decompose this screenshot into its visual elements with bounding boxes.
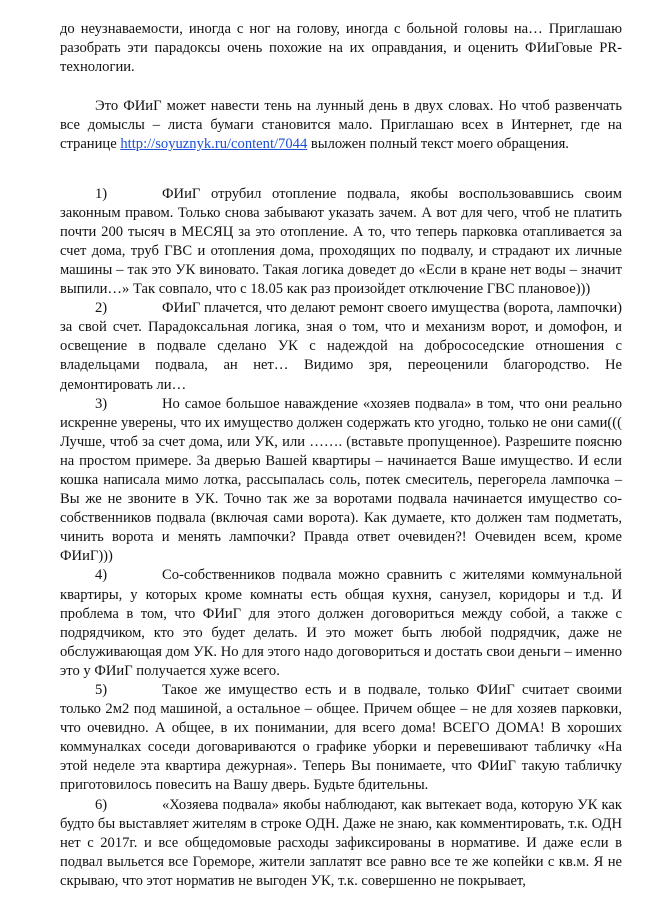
document-page <box>60 20 622 891</box>
paragraph-invitation <box>60 97 622 154</box>
list-item-2 <box>60 299 622 394</box>
list-item-6 <box>60 796 622 891</box>
list-item-4 <box>60 566 622 681</box>
spacer <box>60 77 622 97</box>
spacer <box>60 155 622 185</box>
list-item-1 <box>60 185 622 300</box>
list-item-number: 3) <box>95 395 108 412</box>
paragraph-invitation-tail: выложен полный текст моего обращения. <box>307 136 569 153</box>
list-item-number: 5) <box>95 682 108 698</box>
list-item-text: ФИиГ отрубил отопление подвала, якобы воспользовавшись своим законным правом. Только снова забывают указать зачем. А вот для чего, чтоб не платить почти 200 тысяч в МЕСЯЦ за это отопление. А то, что теперь парковка отапливается за счет дома, труб ГВС и отопления дома, проходящих по подвалу, и страдают их личные машины – так это УК виновато. Такая логика доведет до «Если в кране нет воды – значит выпили…» Так совпало, что с 18.05 как раз произойдет отключение ГВС плановое))) <box>60 185 622 298</box>
list-item-text: «Хозяева подвала» якобы наблюдают, как вытекает вода, которую УК как будто бы выставляет жителям в строке ОДН. Даже не знаю, как комментировать, т.к. ОДН нет с 2017г. и все общедомовые расходы зафиксированы в нормативе. И даже если в подвал выльется все Гореморе, жители заплатят все равно все те же копейки с кв.м. Я не скрываю, что этот норматив не выгоден УК, т.к. совершенно не покрывает, <box>60 796 622 889</box>
list-item-number: 6) <box>95 796 108 813</box>
paragraph-intro: до неузнаваемости, иногда с ног на голову, иногда с больной головы на… Приглашаю разобрать эти парадоксы очень похожие на их оправдания, и оценить ФИиГовые PR-технологии. <box>60 21 622 76</box>
list-item-text: Но самое большое наваждение «хозяев подвала» в том, что они реально искренне уверены, что их имущество должен содержать кто угодно, только не они сами((( Лучше, чтоб за счет дома, или УК, или ……. (вставьте пропущенное). Разрешите поясню на простом примере. За дверью Вашей квартиры – начинается Ваше имущество. И если кошка написала мимо лотка, рассыпалась соль, потек смеситель, перегорела лампочка – Вы же не звоните в УК. Точно так же за воротами подвала начинается имущество со-собственников подвала (включая сами ворота). Как думаете, кто должен там подметать, чинить ворота и менять лампочки? Правда ответ очевиден?! Очевиден всем, кроме ФИиГ))) <box>60 395 622 565</box>
paragraph-invitation-text: Это ФИиГ может навести тень на лунный день в двух словах. Но чтоб развенчать все домыслы – листа бумаги становится мало. Приглашаю всех в Интернет, где на странице <box>60 98 622 153</box>
list-item-number: 2) <box>95 300 108 317</box>
list-item-5 <box>60 681 622 796</box>
list-item-number: 1) <box>95 185 108 202</box>
list-item-3 <box>60 395 622 567</box>
list-item-number: 4) <box>95 567 108 584</box>
list-item-text: Со-собственников подвала можно сравнить с жителями коммунальной квартиры, у которых кроме комнаты есть общая кухня, санузел, коридоры и т.д. И проблема в том, что ФИиГ для этого должен договориться между собой, а также с подрядчиком, кто это будет делать. И это может быть любой подрядчик, даже не обслуживающая дом УК. Но для этого надо договориться и достать свои деньги – именно это у ФИиГ получается хуже всего. <box>60 567 622 679</box>
list-item-text: ФИиГ плачется, что делают ремонт своего имущества (ворота, лампочки) за свой счет. Парадоксальная логика, зная о том, что и механизм ворот, и домофон, и освещение в подвале сделано УК с надеждой на добрососедские отношения с владельцами подвала, ан нет… Видимо зря, переоценили благородство. Не демонтировать ли… <box>60 300 622 393</box>
content-link[interactable]: http://soyuznyk.ru/content/7044 <box>120 136 308 153</box>
list-item-text: Такое же имущество есть и в подвале, только ФИиГ считает своими только 2м2 под машиной, а остальное – общее. Причем общее – не для хозяев парковки, что очевидно. А общее, в их понимании, для всего дома! ВСЕГО ДОМА! В хороших коммуналках соседи договариваются о графике уборки и перевешивают табличку «На этой неделе эта квартира дежурная». Теперь Вы понимаете, что ФИиГ такую табличку приготовилось повесить на Вашу дверь. Будьте бдительны. <box>60 682 622 794</box>
